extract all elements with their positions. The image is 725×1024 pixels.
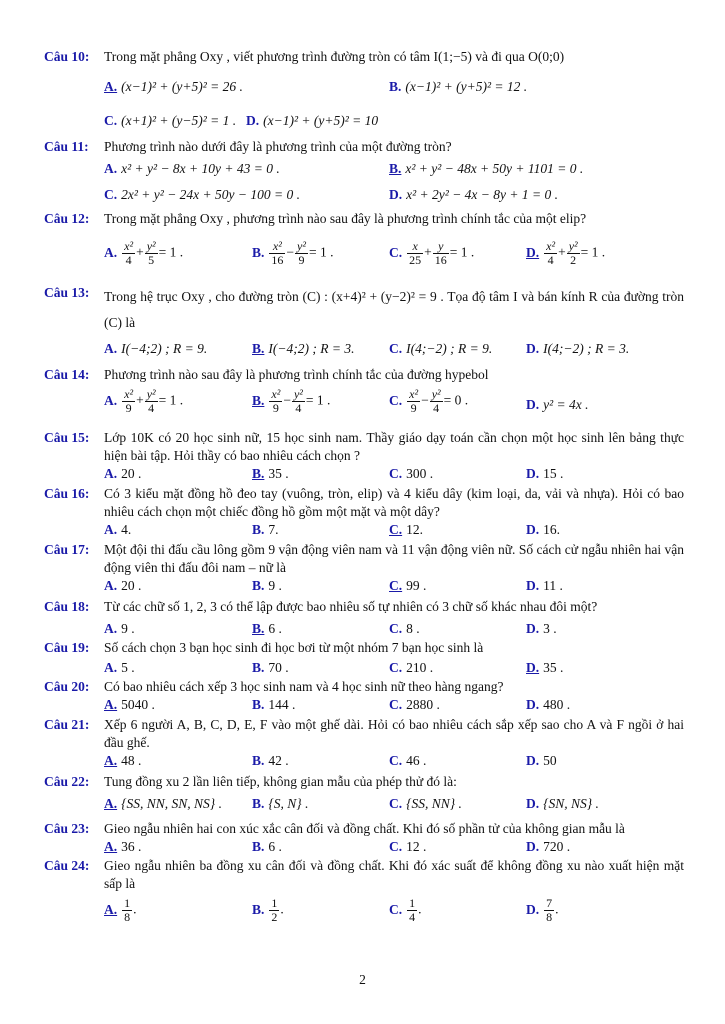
question-10 [44, 48, 684, 136]
question-number: Câu 12: [44, 211, 90, 226]
page-number: 2 [359, 972, 366, 987]
question-number: Câu 24: [44, 858, 90, 873]
option-a[interactable]: A. 4. [104, 522, 132, 537]
question-16 [44, 485, 684, 539]
option-b[interactable]: B. {S, N} . [252, 796, 309, 811]
fraction: $\frac{\text{x²}}{9}$ [409, 387, 419, 415]
fraction: $\frac{\text{x²}}{16}$ [271, 239, 284, 267]
question-number: Câu 23: [44, 821, 90, 836]
options-row [104, 186, 684, 206]
question-stem: Phương trình nào dưới đây là phương trình của một đường tròn? [104, 139, 452, 154]
question-22 [44, 773, 684, 817]
option-c[interactable]: C. 99 . [389, 578, 427, 593]
question-11 [44, 138, 684, 204]
fraction: $\frac{\text{x²}}{4}$ [546, 239, 556, 267]
question-stem: Trong hệ trục Oxy , cho đường tròn (C) : (x+4)² + (y−2)² = 9 . Tọa độ tâm I và bán kính R của đường tròn (C) là [104, 289, 684, 330]
option-d[interactable]: D. $\frac{\text{x²}}{4}$ + $\frac{\text{y²}}{2}$ = 1 . [526, 239, 606, 267]
question-number: Câu 20: [44, 679, 90, 694]
fraction: $\frac{\text{y²}}{2}$ [568, 239, 578, 267]
fraction: $\frac{\text{y²}}{4}$ [146, 387, 156, 415]
option-a[interactable]: A. 9 . [104, 621, 135, 636]
option-b[interactable]: B. 6 . [252, 621, 282, 636]
option-c[interactable]: C. $\frac{x}{25}$ + $\frac{y}{16}$ = 1 . [389, 239, 475, 267]
option-a[interactable]: A. 5 . [104, 660, 135, 675]
fraction: $\frac{\text{x²}}{9}$ [124, 387, 134, 415]
option-a[interactable]: A. x² + y² − 8x + 10y + 43 = 0 . [104, 161, 280, 176]
question-19 [44, 639, 684, 679]
option-d[interactable]: D. 16. [526, 522, 560, 537]
question-stem: Trong mặt phẳng Oxy , phương trình nào sau đây là phương trình chính tắc của một elip? [104, 211, 587, 226]
option-d[interactable]: D. {SN, NS} . [526, 796, 599, 811]
option-c[interactable]: C. 2880 . [389, 697, 440, 712]
option-a[interactable]: A. {SS, NN, SN, NS} . [104, 796, 222, 811]
option-b[interactable]: B. 35 . [252, 466, 289, 481]
option-c[interactable]: C. 210 . [389, 660, 434, 675]
option-d[interactable]: D. $\frac{7}{8}$ . [526, 896, 559, 924]
options-row [104, 521, 684, 541]
question-number: Câu 18: [44, 599, 90, 614]
question-20 [44, 678, 684, 718]
option-d[interactable]: D. 15 . [526, 466, 564, 481]
question-23 [44, 820, 684, 860]
question-number: Câu 14: [44, 367, 90, 382]
option-b[interactable]: B. $\frac{\text{x²}}{16}$ − $\frac{\text{y²}}{9}$ = 1 . [252, 239, 334, 267]
option-c[interactable]: C. 46 . [389, 753, 427, 768]
question-stem: Lớp 10K có 20 học sinh nữ, 15 học sinh nam. Thầy giáo dạy toán cần chọn một học sinh lên bảng thực hiện bài tập. Hỏi thầy có bao nhiêu cách chọn ? [104, 430, 684, 463]
option-d[interactable]: D. 50 [526, 753, 557, 768]
option-c[interactable]: C. $\frac{1}{4}$ . [389, 896, 422, 924]
question-13 [44, 284, 684, 364]
option-c[interactable]: C. I(4;−2) ; R = 9. [389, 341, 493, 356]
option-b[interactable]: B. 9 . [252, 578, 282, 593]
option-b[interactable]: B. 6 . [252, 839, 282, 854]
question-stem: Trong mặt phẳng Oxy , viết phương trình đường tròn có tâm I(1;−5) và đi qua O(0;0) [104, 49, 565, 64]
question-number: Câu 21: [44, 717, 90, 732]
options-row [104, 696, 684, 716]
question-stem: Số cách chọn 3 bạn học sinh đi học bơi từ một nhóm 7 bạn học sinh là [104, 640, 484, 655]
question-stem: Gieo ngẫu nhiên ba đồng xu cân đối và đồng chất. Khi đó xác suất để không đồng xu nào xuất hiện mặt sấp là [104, 858, 684, 891]
options-row [104, 838, 684, 858]
options-row [104, 795, 684, 815]
question-number: Câu 17: [44, 542, 90, 557]
question-stem: Có bao nhiêu cách xếp 3 học sinh nam và 4 học sinh nữ theo hàng ngang? [104, 679, 504, 694]
option-b[interactable]: B. x² + y² − 48x + 50y + 1101 = 0 . [389, 161, 584, 176]
question-18 [44, 598, 684, 638]
question-stem: Có 3 kiểu mặt đồng hồ đeo tay (vuông, tròn, elip) và 4 kiểu dây (kim loại, da, vải và nhựa). Hỏi có bao nhiêu cách chọn một chiếc đồng hồ gồm một mặt và một dây? [104, 486, 684, 519]
fraction: $\frac{x}{25}$ [409, 239, 422, 267]
question-number: Câu 13: [44, 285, 90, 300]
option-a[interactable]: A. 20 . [104, 466, 142, 481]
fraction: $\frac{\text{y²}}{9}$ [297, 239, 306, 267]
option-d[interactable]: D. y² = 4x . [526, 397, 589, 412]
question-stem: Gieo ngẫu nhiên hai con xúc xắc cân đối và đồng chất. Khi đó số phần tử của không gian mẫu là [104, 821, 625, 836]
option-b[interactable]: B. $\frac{1}{2}$ . [252, 896, 284, 924]
option-c[interactable]: C. (x+1)² + (y−5)² = 1 . [104, 113, 237, 128]
fraction: $\frac{7}{8}$ [546, 896, 553, 924]
question-number: Câu 11: [44, 139, 89, 154]
question-number: Câu 22: [44, 774, 90, 789]
fraction: $\frac{\text{y²}}{5}$ [146, 239, 156, 267]
question-number: Câu 10: [44, 49, 90, 64]
option-a[interactable]: A. $\frac{\text{x²}}{4}$ + $\frac{\text{y²}}{5}$ = 1 . [104, 239, 184, 267]
question-number: Câu 16: [44, 486, 90, 501]
options-row [104, 465, 684, 485]
options-row [104, 752, 684, 772]
option-d[interactable]: D. x² + 2y² − 4x − 8y + 1 = 0 . [389, 187, 558, 202]
option-b[interactable]: B. I(−4;2) ; R = 3. [252, 341, 355, 356]
question-stem: Tung đồng xu 2 lần liên tiếp, không gian mẫu của phép thử đó là: [104, 774, 457, 789]
question-stem: Từ các chữ số 1, 2, 3 có thể lập được bao nhiêu số tự nhiên có 3 chữ số khác nhau đôi một? [104, 599, 598, 614]
options-row [104, 340, 684, 360]
fraction: $\frac{1}{2}$ [271, 896, 278, 924]
fraction: $\frac{1}{4}$ [409, 896, 416, 924]
question-15 [44, 429, 684, 483]
option-a[interactable]: A. 36 . [104, 839, 142, 854]
options-row [104, 112, 684, 132]
fraction: $\frac{\text{x²}}{9}$ [271, 387, 281, 415]
option-a[interactable]: A. $\frac{1}{8}$ . [104, 896, 137, 924]
option-d[interactable]: D. I(4;−2) ; R = 3. [526, 341, 630, 356]
option-a[interactable]: A. $\frac{\text{x²}}{9}$ + $\frac{\text{y²}}{4}$ = 1 . [104, 387, 184, 415]
question-12 [44, 210, 684, 280]
option-d[interactable]: D. 11 . [526, 578, 563, 593]
options-row [104, 78, 684, 98]
question-stem: Xếp 6 người A, B, C, D, E, F vào một ghế dài. Hỏi có bao nhiêu cách sắp xếp sao cho A và F ngồi ở hai đầu ghế. [104, 717, 684, 750]
question-number: Câu 19: [44, 640, 90, 655]
option-a[interactable]: A. 48 . [104, 753, 142, 768]
options-row [104, 160, 684, 180]
option-a[interactable]: A. I(−4;2) ; R = 9. [104, 341, 208, 356]
options-row [104, 897, 684, 931]
question-number: Câu 15: [44, 430, 90, 445]
question-stem: Phương trình nào sau đây là phương trình chính tắc của đường hypebol [104, 367, 489, 382]
option-c[interactable]: C. 12. [389, 522, 423, 537]
option-b[interactable]: B. (x−1)² + (y+5)² = 12 . [389, 79, 528, 94]
option-d[interactable]: D. 3 . [526, 621, 557, 636]
option-c[interactable]: C. 2x² + y² − 24x + 50y − 100 = 0 . [104, 187, 300, 202]
question-stem: Một đội thi đấu cầu lông gồm 9 vận động viên nam và 11 vận động viên nữ. Số cách cử ngẫu nhiên hai vận động viên thi đấu đôi nam – nữ là [104, 542, 684, 575]
option-b[interactable]: B. 7. [252, 522, 279, 537]
option-a[interactable]: A. (x−1)² + (y+5)² = 26 . [104, 79, 243, 94]
option-b[interactable]: B. 144 . [252, 697, 296, 712]
options-row [104, 620, 684, 640]
fraction: $\frac{1}{8}$ [124, 896, 131, 924]
question-24 [44, 857, 684, 937]
option-a[interactable]: A. 20 . [104, 578, 142, 593]
option-b[interactable]: B. 70 . [252, 660, 289, 675]
option-d[interactable]: D. 480 . [526, 697, 571, 712]
question-17 [44, 541, 684, 595]
options-row [104, 577, 684, 597]
option-c[interactable]: C. {SS, NN} . [389, 796, 462, 811]
fraction: $\frac{\text{x²}}{4}$ [124, 239, 134, 267]
options-row [104, 388, 684, 422]
option-b[interactable]: B. 42 . [252, 753, 289, 768]
option-c[interactable]: C. $\frac{\text{x²}}{9}$ − $\frac{\text{y²}}{4}$ = 0 . [389, 387, 469, 415]
option-c[interactable]: C. 12 . [389, 839, 427, 854]
fraction: $\frac{\text{y²}}{4}$ [431, 387, 441, 415]
option-a[interactable]: A. 5040 . [104, 697, 155, 712]
options-row [104, 240, 684, 274]
options-row [104, 659, 684, 679]
fraction: $\frac{\text{y²}}{4}$ [293, 387, 303, 415]
option-c[interactable]: C. 300 . [389, 466, 434, 481]
option-c[interactable]: C. 8 . [389, 621, 420, 636]
question-14 [44, 366, 684, 424]
option-d[interactable]: D. (x−1)² + (y+5)² = 10 [246, 113, 379, 128]
fraction: $\frac{y}{16}$ [434, 239, 447, 267]
option-b[interactable]: B. $\frac{\text{x²}}{9}$ − $\frac{\text{y²}}{4}$ = 1 . [252, 387, 331, 415]
option-d[interactable]: D. 35 . [526, 660, 564, 675]
option-d[interactable]: D. 720 . [526, 839, 571, 854]
question-21 [44, 716, 684, 770]
